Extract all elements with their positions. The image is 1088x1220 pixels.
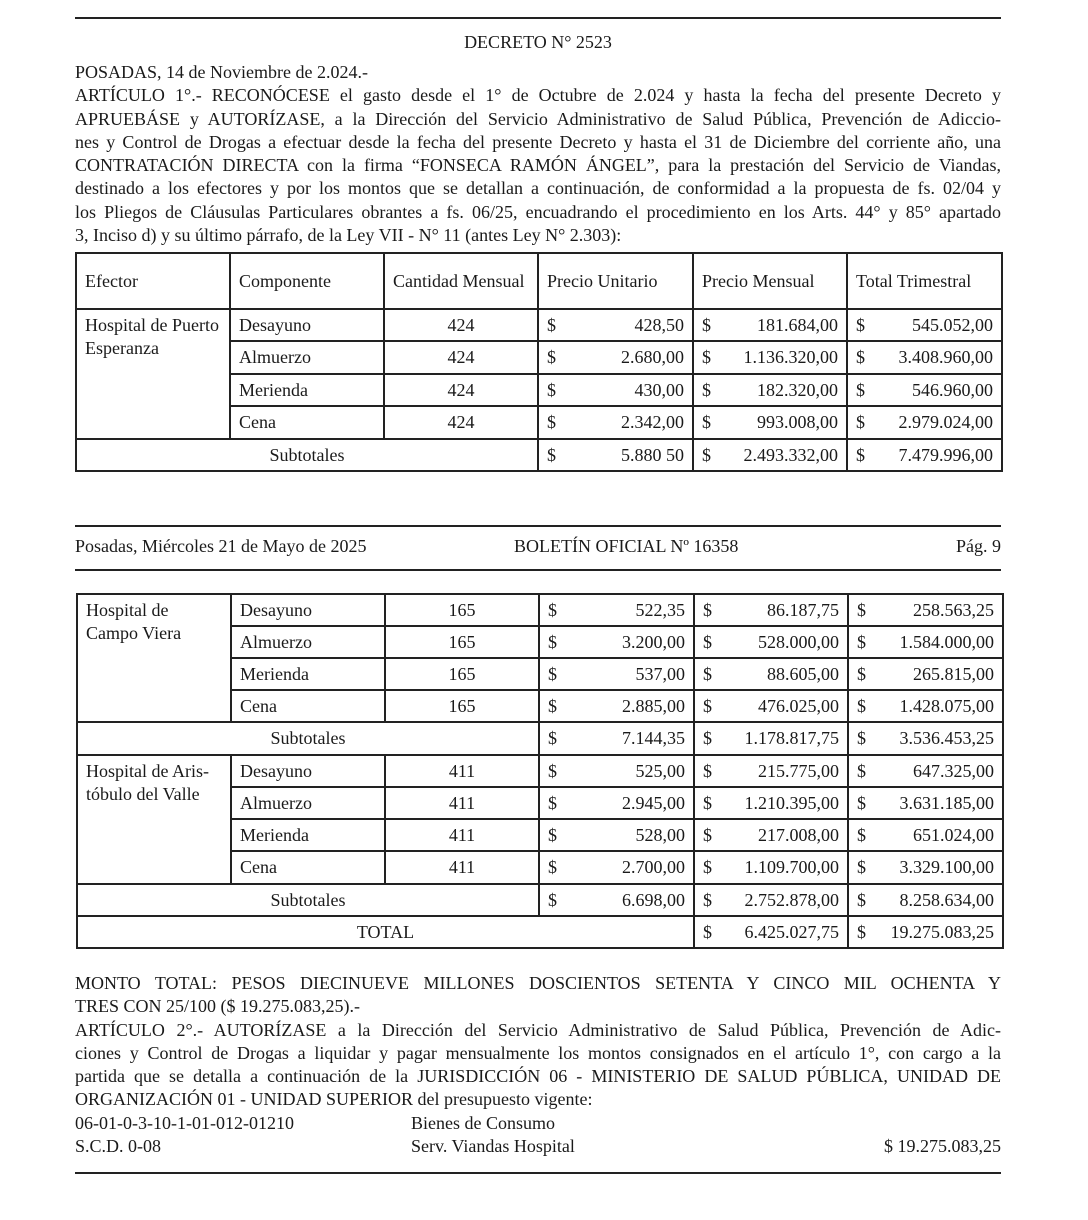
header-precio-unitario: Precio Unitario bbox=[538, 253, 693, 309]
precio-unitario: $ 525,00 bbox=[539, 755, 694, 787]
top-rule bbox=[75, 17, 1001, 19]
efector-name: Hospital de Puerto Esperanza bbox=[76, 309, 230, 439]
cantidad: 411 bbox=[385, 787, 539, 819]
decree-title: DECRETO N° 2523 bbox=[464, 32, 612, 52]
subtotal-precio-unitario: $ 5.880 50 bbox=[538, 439, 693, 471]
art2-line: ORGANIZACIÓN 01 - UNIDAD SUPERIOR del presupuesto vigente: bbox=[75, 1089, 593, 1110]
precio-mensual: $ 1.136.320,00 bbox=[693, 341, 847, 374]
art1-line: los Pliegos de Cláusulas Particulares obrantes a fs. 06/25, encuadrando el procedimiento en los Arts. 44° y 85° apartado bbox=[75, 201, 1001, 222]
cantidad: 424 bbox=[384, 309, 538, 341]
account-scd: S.C.D. 0-08 bbox=[75, 1136, 162, 1156]
subtotal-label: Subtotales bbox=[77, 884, 539, 916]
componente: Desayuno bbox=[230, 309, 384, 341]
page-header-page: Pág. 9 bbox=[955, 536, 1001, 556]
total-trimestral: $ 651.024,00 bbox=[848, 819, 1003, 851]
precio-unitario: $ 2.945,00 bbox=[539, 787, 694, 819]
subtotal-precio-mensual: $ 2.752.878,00 bbox=[694, 884, 848, 916]
efector-name: Hospital de Aris- tóbulo del Valle bbox=[77, 755, 231, 884]
subtotal-total-trimestral: $ 3.536.453,25 bbox=[848, 722, 1003, 755]
total-trimestral: $ 3.408.960,00 bbox=[847, 341, 1002, 374]
componente: Almuerzo bbox=[231, 787, 385, 819]
place-date: POSADAS, 14 de Noviembre de 2.024.- bbox=[75, 62, 368, 82]
art1-line: nes y Control de Drogas a efectuar desde la fecha del presente Decreto y hasta el 31 de Diciembre del corriente año, una bbox=[75, 131, 1001, 152]
bottom-rule bbox=[75, 1172, 1001, 1174]
page-header-date: Posadas, Miércoles 21 de Mayo de 2025 bbox=[75, 536, 367, 556]
header-total-trimestral: Total Trimestral bbox=[847, 253, 1002, 309]
monto-total-line: TRES CON 25/100 ($ 19.275.083,25).- bbox=[75, 996, 360, 1017]
art2-line: ciones y Control de Drogas a liquidar y pagar mensualmente los montos consignados en el artículo 1°, con cargo a la bbox=[75, 1042, 1001, 1063]
componente: Almuerzo bbox=[230, 341, 384, 374]
account-serv: Serv. Viandas Hospital bbox=[411, 1136, 575, 1156]
viandas-table-part2 bbox=[76, 593, 1004, 949]
subtotal-precio-mensual: $ 2.493.332,00 bbox=[693, 439, 847, 471]
page-header-bottom-rule bbox=[75, 569, 1001, 571]
cantidad: 165 bbox=[385, 626, 539, 658]
cantidad: 165 bbox=[385, 658, 539, 690]
art1-line: APRUEBÁSE y AUTORÍZASE, a la Dirección del Servicio Administrativo de Salud Pública, Prevención de Adiccio- bbox=[75, 108, 1001, 129]
subtotal-label: Subtotales bbox=[76, 439, 538, 471]
viandas-table-part1 bbox=[75, 252, 1003, 472]
subtotal-precio-unitario: $ 6.698,00 bbox=[539, 884, 694, 916]
header-cantidad: Cantidad Mensual bbox=[384, 253, 538, 309]
precio-unitario: $ 2.700,00 bbox=[539, 851, 694, 884]
precio-mensual: $ 1.210.395,00 bbox=[694, 787, 848, 819]
table-row bbox=[76, 309, 1002, 341]
componente: Merienda bbox=[231, 658, 385, 690]
cantidad: 165 bbox=[385, 690, 539, 722]
art1-line: 3, Inciso d) y su último párrafo, de la Ley VII - N° 11 (antes Ley N° 2.303): bbox=[75, 225, 622, 246]
total-trimestral: $ 546.960,00 bbox=[847, 374, 1002, 406]
cantidad: 424 bbox=[384, 374, 538, 406]
precio-mensual: $ 182.320,00 bbox=[693, 374, 847, 406]
cantidad: 411 bbox=[385, 819, 539, 851]
precio-mensual: $ 86.187,75 bbox=[694, 594, 848, 626]
account-amount: $ 19.275.083,25 bbox=[884, 1136, 1001, 1156]
componente: Desayuno bbox=[231, 594, 385, 626]
total-trimestral: $ 545.052,00 bbox=[847, 309, 1002, 341]
subtotal-total-trimestral: $ 7.479.996,00 bbox=[847, 439, 1002, 471]
account-row bbox=[75, 1113, 1001, 1136]
componente: Cena bbox=[231, 690, 385, 722]
componente: Cena bbox=[231, 851, 385, 884]
precio-mensual: $ 181.684,00 bbox=[693, 309, 847, 341]
page-header bbox=[75, 536, 1001, 557]
table-header-row bbox=[76, 253, 1002, 309]
header-precio-mensual: Precio Mensual bbox=[693, 253, 847, 309]
header-componente: Componente bbox=[230, 253, 384, 309]
total-trimestral: $ 258.563,25 bbox=[848, 594, 1003, 626]
precio-unitario: $ 537,00 bbox=[539, 658, 694, 690]
account-row bbox=[75, 1136, 1001, 1159]
article-2-body bbox=[75, 972, 1001, 1112]
subtotal-label: Subtotales bbox=[77, 722, 539, 755]
precio-unitario: $ 2.342,00 bbox=[538, 406, 693, 439]
total-trimestral: $ 3.631.185,00 bbox=[848, 787, 1003, 819]
componente: Merienda bbox=[230, 374, 384, 406]
cantidad: 424 bbox=[384, 406, 538, 439]
art1-line: CONTRATACIÓN DIRECTA con la firma “FONSECA RAMÓN ÁNGEL”, para la prestación del Servicio de Viandas, bbox=[75, 155, 1001, 176]
componente: Merienda bbox=[231, 819, 385, 851]
precio-mensual: $ 528.000,00 bbox=[694, 626, 848, 658]
account-desc: Bienes de Consumo bbox=[411, 1113, 555, 1133]
art1-line: ARTÍCULO 1°.- RECONÓCESE el gasto desde el 1° de Octubre de 2.024 y hasta la fecha del presente Decreto y bbox=[75, 85, 1001, 106]
art2-line: ARTÍCULO 2°.- AUTORÍZASE a la Dirección del Servicio Administrativo de Salud Pública, Prevención de Adic- bbox=[75, 1019, 1001, 1040]
subtotal-precio-mensual: $ 1.178.817,75 bbox=[694, 722, 848, 755]
subtotal-precio-unitario: $ 7.144,35 bbox=[539, 722, 694, 755]
table-row bbox=[77, 594, 1003, 626]
cantidad: 411 bbox=[385, 851, 539, 884]
precio-unitario: $ 2.680,00 bbox=[538, 341, 693, 374]
header-efector: Efector bbox=[76, 253, 230, 309]
account-code: 06-01-0-3-10-1-01-012-01210 bbox=[75, 1113, 294, 1133]
page-header-top-rule bbox=[75, 525, 1001, 527]
monto-total-line: MONTO TOTAL: PESOS DIECINUEVE MILLONES DOSCIENTOS SETENTA Y CINCO MIL OCHENTA Y bbox=[75, 973, 1001, 993]
precio-mensual: $ 88.605,00 bbox=[694, 658, 848, 690]
componente: Desayuno bbox=[231, 755, 385, 787]
total-trimestral: $ 3.329.100,00 bbox=[848, 851, 1003, 884]
cantidad: 165 bbox=[385, 594, 539, 626]
precio-unitario: $ 428,50 bbox=[538, 309, 693, 341]
total-trimestral: $ 1.428.075,00 bbox=[848, 690, 1003, 722]
page-header-bulletin: BOLETÍN OFICIAL Nº 16358 bbox=[514, 536, 739, 556]
art2-line: partida que se detalla a continuación de la JURISDICCIÓN 06 - MINISTERIO DE SALUD PÚBLICA, UNIDAD DE bbox=[75, 1066, 1001, 1087]
efector-name: Hospital de Campo Viera bbox=[77, 594, 231, 722]
subtotal-row bbox=[77, 722, 1003, 755]
precio-unitario: $ 528,00 bbox=[539, 819, 694, 851]
total-trimestral: $ 1.584.000,00 bbox=[848, 626, 1003, 658]
total-total-trimestral: $ 19.275.083,25 bbox=[848, 916, 1003, 948]
cantidad: 424 bbox=[384, 341, 538, 374]
precio-mensual: $ 217.008,00 bbox=[694, 819, 848, 851]
total-label: TOTAL bbox=[77, 916, 694, 948]
subtotal-row bbox=[76, 439, 1002, 471]
precio-unitario: $ 3.200,00 bbox=[539, 626, 694, 658]
precio-mensual: $ 476.025,00 bbox=[694, 690, 848, 722]
precio-unitario: $ 2.885,00 bbox=[539, 690, 694, 722]
precio-unitario: $ 430,00 bbox=[538, 374, 693, 406]
precio-mensual: $ 1.109.700,00 bbox=[694, 851, 848, 884]
art1-line: destinado a los efectores y por los montos que se detallan a continuación, de conformidad a la propuesta de fs. 02/04 y bbox=[75, 178, 1001, 199]
total-precio-mensual: $ 6.425.027,75 bbox=[694, 916, 848, 948]
componente: Almuerzo bbox=[231, 626, 385, 658]
total-row bbox=[77, 916, 1003, 948]
decree-body bbox=[75, 61, 1001, 247]
componente: Cena bbox=[230, 406, 384, 439]
cantidad: 411 bbox=[385, 755, 539, 787]
total-trimestral: $ 2.979.024,00 bbox=[847, 406, 1002, 439]
precio-unitario: $ 522,35 bbox=[539, 594, 694, 626]
table-row bbox=[77, 755, 1003, 787]
subtotal-total-trimestral: $ 8.258.634,00 bbox=[848, 884, 1003, 916]
subtotal-row bbox=[77, 884, 1003, 916]
total-trimestral: $ 265.815,00 bbox=[848, 658, 1003, 690]
precio-mensual: $ 215.775,00 bbox=[694, 755, 848, 787]
total-trimestral: $ 647.325,00 bbox=[848, 755, 1003, 787]
precio-mensual: $ 993.008,00 bbox=[693, 406, 847, 439]
